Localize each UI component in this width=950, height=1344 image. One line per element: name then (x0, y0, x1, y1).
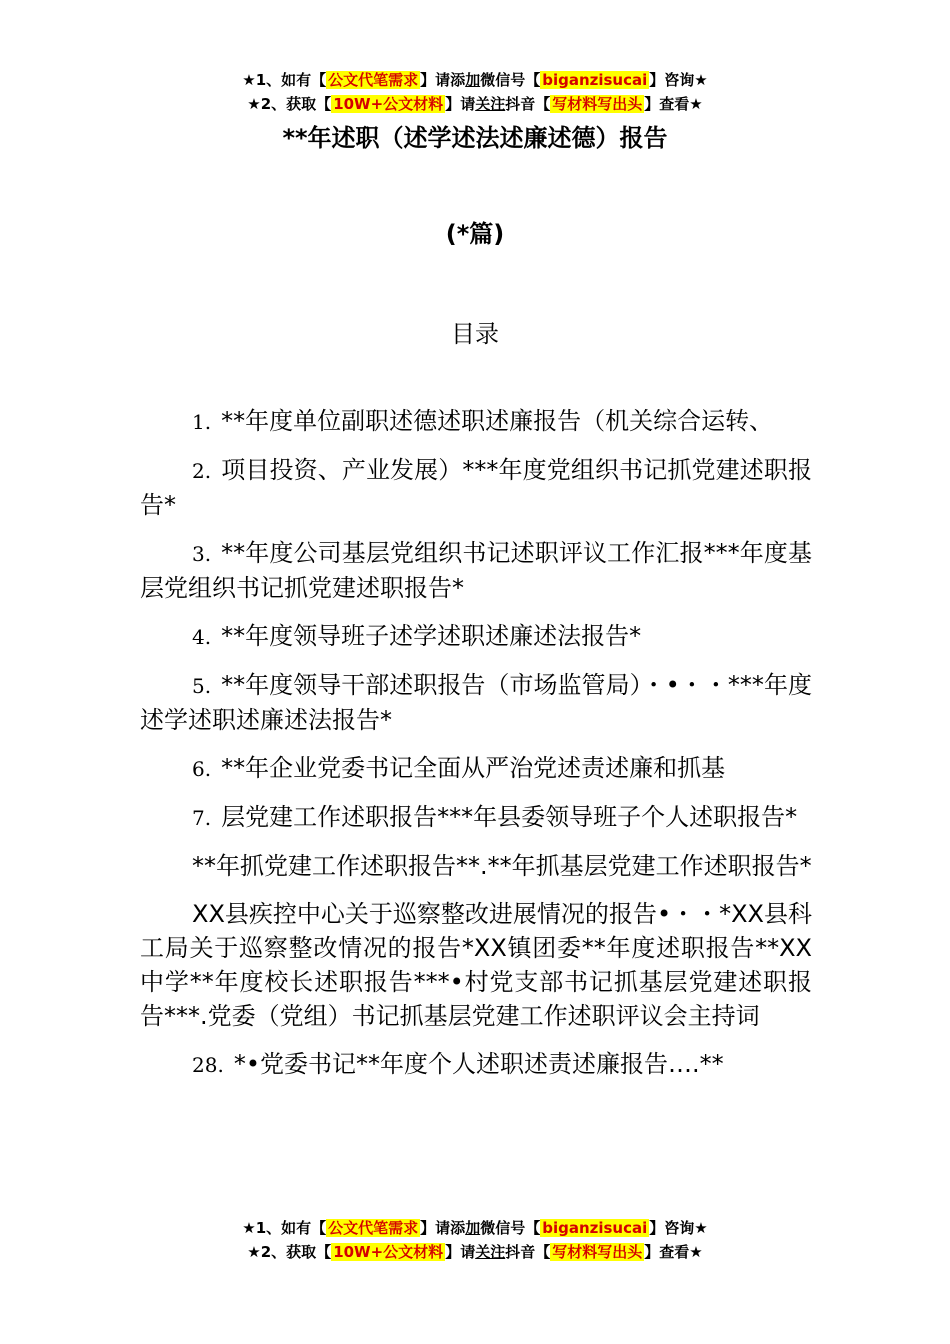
banner-line-1: ★1、如有【 公文代笔需求 】请添加微信号【 biganzisucai 】咨询★ (242, 71, 708, 89)
toc-entry (140, 453, 812, 522)
highlight-service: 公文代笔需求 (328, 71, 419, 89)
highlight-wechat-id: biganzisucai (542, 71, 648, 89)
toc-entry (140, 668, 812, 737)
banner-top (0, 68, 950, 116)
banner-line-2: ★2、获取【 10W+公文材料 】请关注抖音【 写材料写出头 】查看★ (247, 1243, 703, 1261)
highlight-service: 公文代笔需求 (328, 1219, 419, 1237)
highlight-douyin: 写材料写出头 (552, 1243, 643, 1261)
document-title: **年述职（述学述法述廉述德）报告 (282, 124, 668, 152)
highlight-douyin: 写材料写出头 (552, 95, 643, 113)
toc-entry (140, 1047, 812, 1082)
highlight-materials: 10W+公文材料 (333, 1243, 444, 1261)
highlight-materials: 10W+公文材料 (333, 95, 444, 113)
toc-entry-text: **年企业党委书记全面从严治党述责述廉和抓基 (221, 754, 726, 782)
toc-entry-number: 5. (192, 674, 212, 698)
toc-entry (140, 619, 812, 654)
toc-heading: 目录 (451, 320, 499, 348)
toc-entry (140, 536, 812, 605)
toc-entry-text: **年度领导干部述职报告（市场监管局）・•・・***年度述学述职述廉述法报告* (140, 671, 812, 734)
toc-entry-number: 1. (192, 410, 212, 434)
toc-entry (140, 849, 812, 883)
toc-entry-number: 7. (192, 806, 212, 830)
toc-entry-text: **年度单位副职述德述职述廉报告（机关综合运转、 (221, 407, 774, 435)
toc-entry (140, 751, 812, 786)
banner-line-2: ★2、获取【 10W+公文材料 】请关注抖音【 写材料写出头 】查看★ (247, 95, 703, 113)
document-subtitle: (*篇) (445, 220, 505, 248)
toc-entry-text: 项目投资、产业发展）***年度党组织书记抓党建述职报告* (140, 456, 812, 519)
banner-line-1: ★1、如有【 公文代笔需求 】请添加微信号【 biganzisucai 】咨询★ (242, 1219, 708, 1237)
toc-entry-number: 4. (192, 625, 212, 649)
highlight-wechat-id: biganzisucai (542, 1219, 648, 1237)
toc-entry (140, 897, 812, 1033)
toc-entry-number: 3. (192, 542, 212, 566)
toc-entry-text: *•党委书记**年度个人述职述责述廉报告….** (233, 1050, 724, 1078)
toc-entry-number: 2. (192, 459, 212, 483)
toc-entry-text: **年度公司基层党组织书记述职评议工作汇报***年度基层党组织书记抓党建述职报告* (140, 539, 812, 602)
toc-entry (140, 404, 812, 439)
table-of-contents (140, 404, 812, 1096)
banner-bottom (0, 1216, 950, 1264)
toc-entry-text: XX县疾控中心关于巡察整改进展情况的报告•・・*XX县科工局关于巡察整改情况的报告*XX镇团委**年度述职报告**XX中学**年度校长述职报告***•村党支部书记抓基层党建述职报告***.党委（党组）书记抓基层党建工作述职评议会主持词 (140, 900, 812, 1030)
toc-entry-number: 28. (192, 1053, 224, 1077)
toc-entry-text: 层党建工作述职报告***年县委领导班子个人述职报告* (221, 803, 798, 831)
toc-entry (140, 800, 812, 835)
toc-entry-number: 6. (192, 757, 212, 781)
toc-entry-text: **年抓党建工作述职报告**.**年抓基层党建工作述职报告* (192, 852, 812, 880)
toc-entry-text: **年度领导班子述学述职述廉述法报告* (221, 622, 642, 650)
